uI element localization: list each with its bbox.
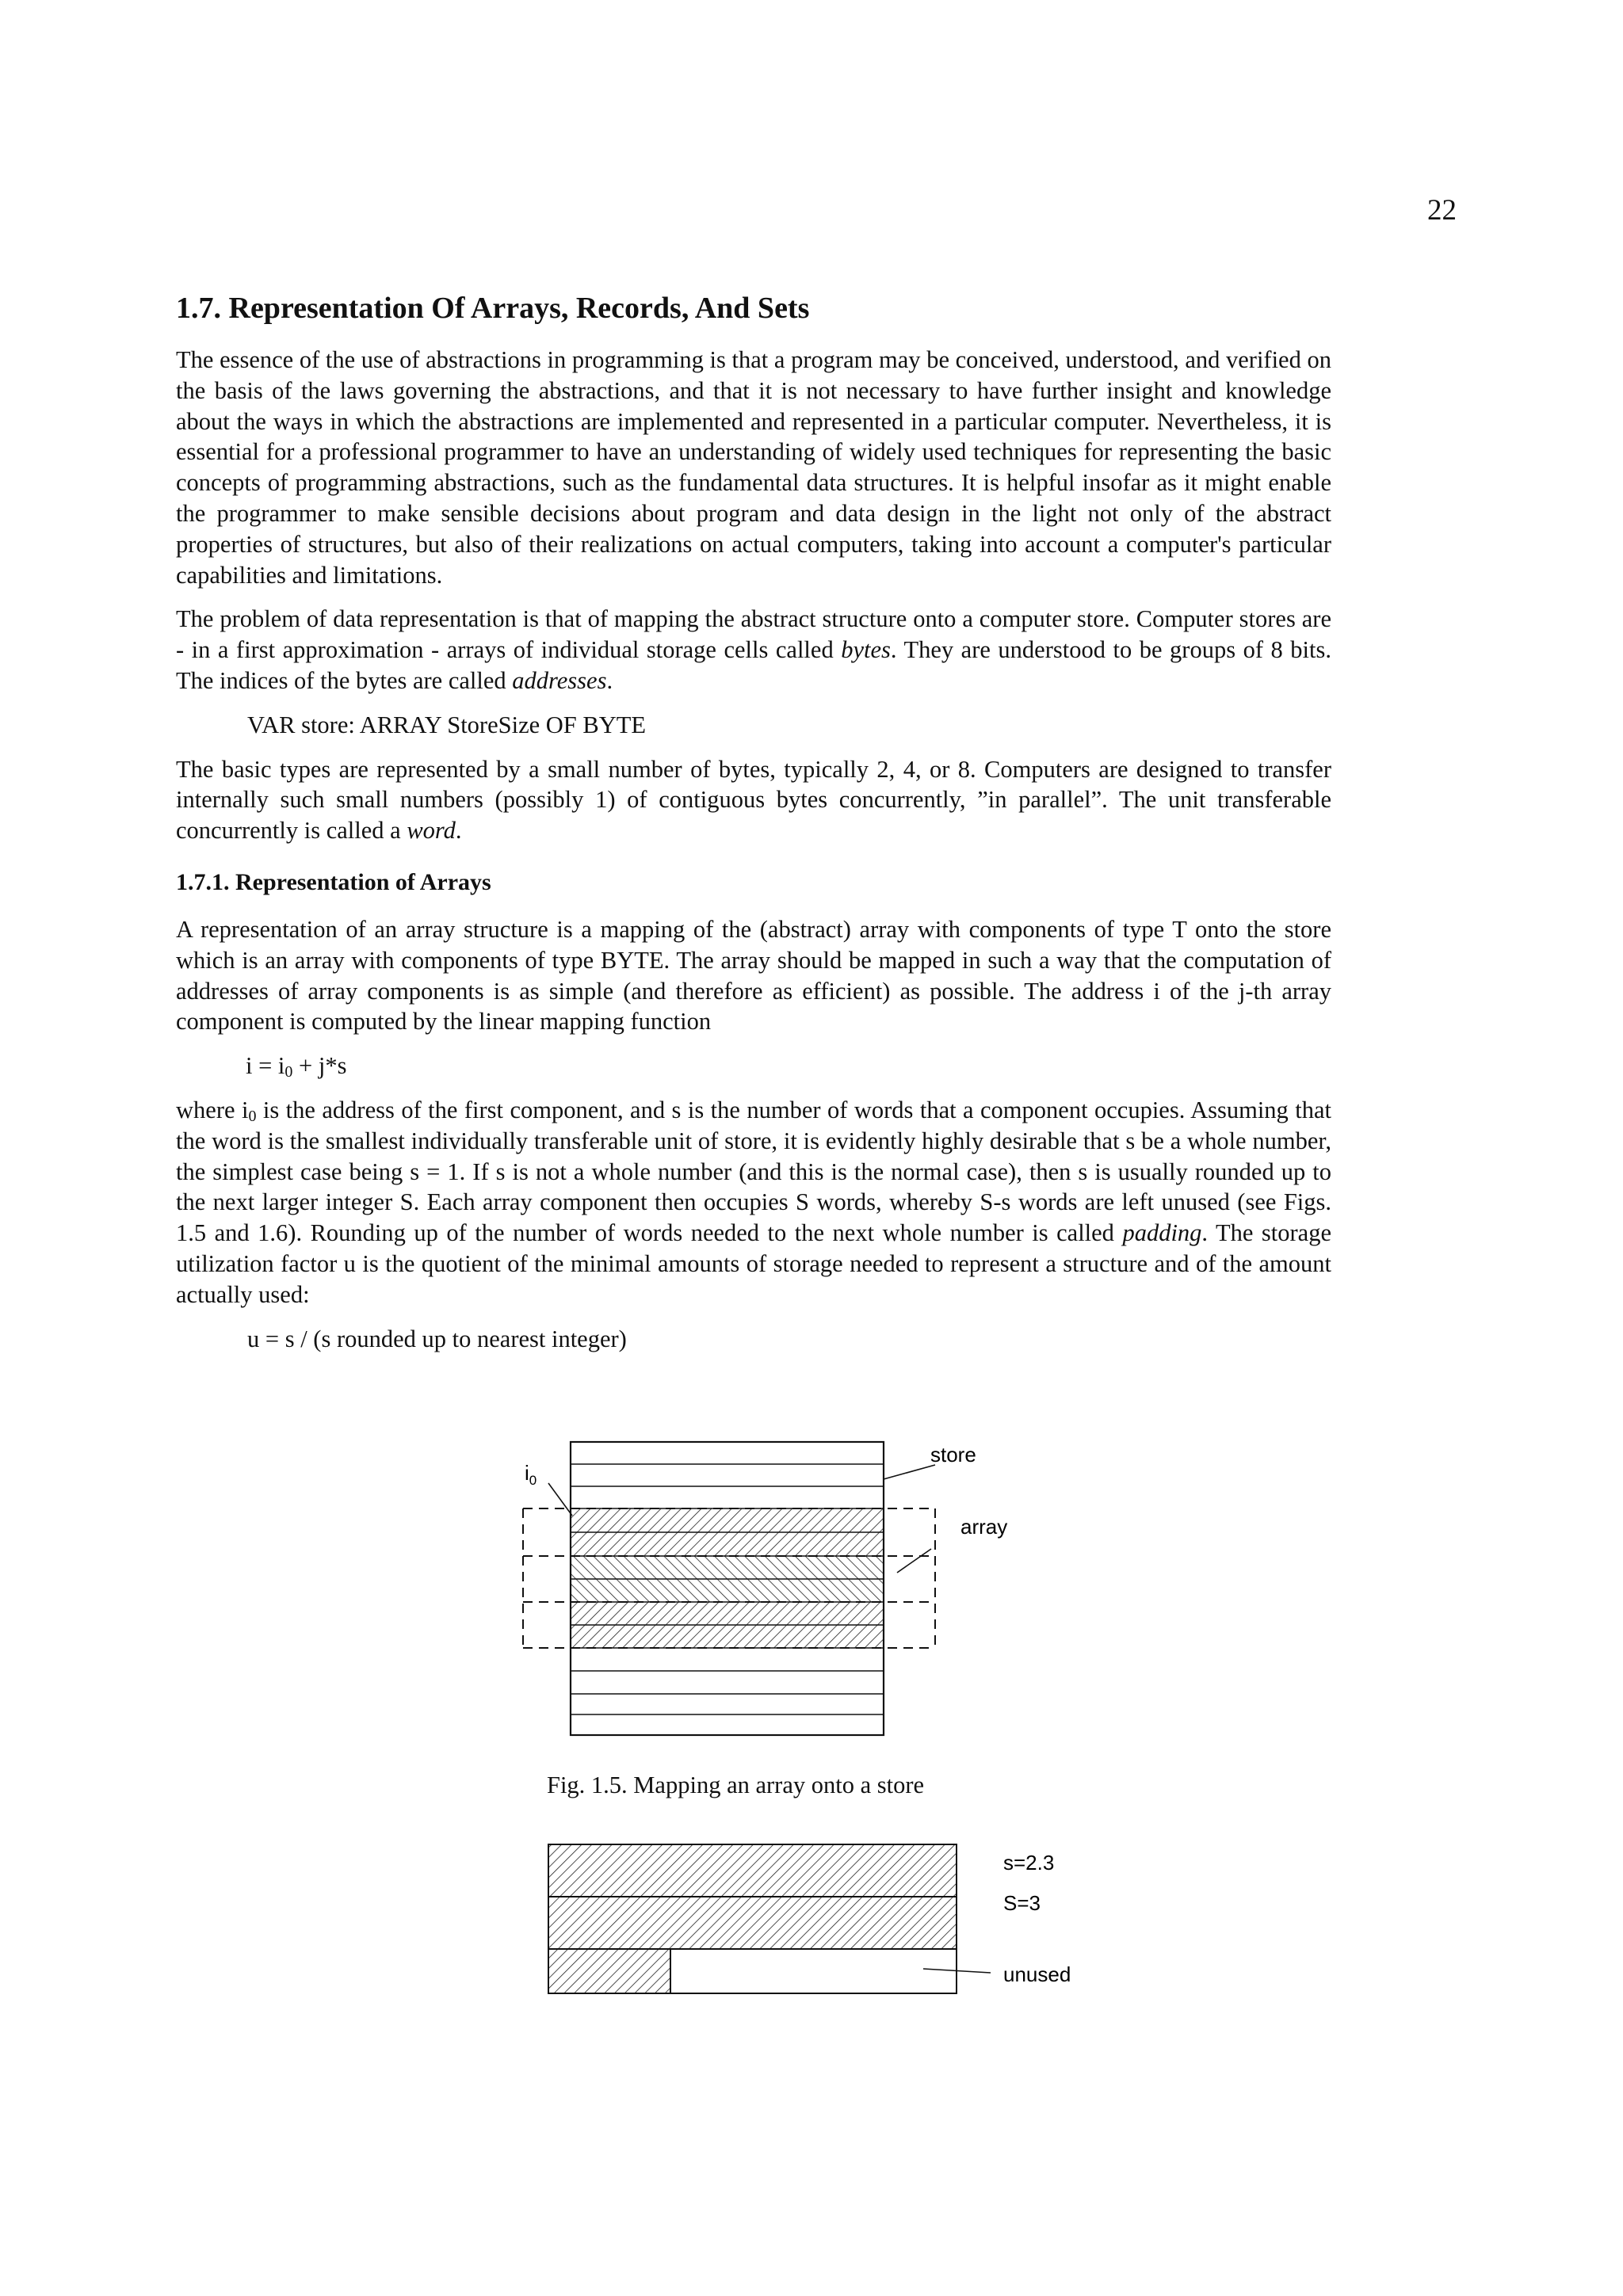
figure-padding — [539, 1836, 1109, 1995]
label-i0 — [525, 1461, 537, 1488]
term-bytes: bytes — [841, 636, 891, 664]
word-row-3-unused — [670, 1949, 957, 1993]
term-word: word — [407, 817, 456, 845]
text-run: The problem of data representation is that of mapping the abstract structure onto a computer store. Computer stores are - in a first approximation - arrays of individual storage cells called — [176, 605, 1331, 664]
term-addresses: addresses — [512, 666, 607, 694]
main-content — [176, 289, 1331, 1367]
store-leader-line — [884, 1465, 935, 1479]
address-formula — [246, 1051, 1331, 1081]
i0-leader-line — [548, 1483, 572, 1516]
word-row-2 — [548, 1897, 957, 1949]
subsection-heading: 1.7.1. Representation of Arrays — [176, 868, 491, 895]
subsection-paragraph-2 — [176, 1095, 1331, 1310]
text-run: i = i — [246, 1052, 285, 1080]
code-declaration: VAR store: ARRAY StoreSize OF BYTE — [247, 711, 647, 738]
figure-array-store-mapping — [507, 1430, 1062, 1747]
section-paragraph-2 — [176, 604, 1331, 696]
label-S-big: S=3 — [1003, 1891, 1041, 1915]
text-run: + j*s — [292, 1052, 347, 1080]
text-run: is the address of the first component, and s is the number of words that a component occupies. Assuming that the word is the smallest individually transferable unit of store, it is evidently highly desirable that s be a whole number, the simplest case being s = 1. If s is not a whole number (and this is the normal case), then s is usually rounded up to the next larger integer S. Each array component then occupies S words, whereby S-s words are left unused (see Figs. 1.5 and 1.6). Rounding up of the number of words needed to the next whole number is called — [176, 1096, 1331, 1247]
section-paragraph-1: The essence of the use of abstractions in programming is that a program may be conceived, understood, and verified on the basis of the laws governing the abstractions, and that it is not necessary to have further insight and knowledge about the ways in which the abstractions are implemented and represented in a particular computer. Nevertheless, it is essential for a professional programmer to have an understanding of widely used techniques for representing the basic concepts of programming abstractions, such as the fundamental data structures. It is helpful insofar as it might enable the programmer to make sensible decisions about program and data design in the light not only of the abstract properties of structures, but also of their realizations on actual computers, taking into account a computer's particular capabilities and limitations. — [176, 346, 1331, 589]
text-run: . — [606, 666, 613, 694]
label-i0-sub: 0 — [529, 1473, 537, 1488]
word-row-3-used — [548, 1949, 670, 1993]
figure-caption: Fig. 1.5. Mapping an array onto a store — [547, 1772, 925, 1798]
array-leader-line — [897, 1549, 931, 1573]
text-run: . They are understood to be groups of 8 bits. The indices of the bytes are called — [176, 636, 1331, 694]
subsection-paragraph-1: A representation of an array structure is a mapping of the (abstract) array with components of type T onto the store which is an array with components of type BYTE. The array should be mapped in such a way that the computation of addresses of array components is as simple (and therefore as efficient) as possible. The address i of the j-th array component is computed by the linear mapping function — [176, 915, 1331, 1035]
section-heading: 1.7. Representation Of Arrays, Records, And Sets — [176, 292, 810, 325]
label-i0-main: i — [525, 1461, 529, 1485]
subscript: 0 — [285, 1063, 293, 1081]
text-run: . — [455, 817, 462, 845]
text-run: where i — [176, 1096, 249, 1123]
text-run: The basic types are represented by a small number of bytes, typically 2, 4, or 8. Computers are designed to transfer internally such small numbers (possibly 1) of contiguous bytes concurrently, ”in parallel”. The unit transferable concurrently is called a — [176, 755, 1331, 845]
section-paragraph-3 — [176, 754, 1331, 846]
label-array: array — [960, 1515, 1008, 1539]
utilization-formula: u = s / (s rounded up to nearest integer) — [247, 1325, 627, 1352]
text-run: . The storage utilization factor u is the quotient of the minimal amounts of storage needed to represent a structure and of the amount actually used: — [176, 1219, 1331, 1308]
subscript: 0 — [248, 1107, 257, 1125]
label-store: store — [930, 1443, 976, 1466]
word-row-1 — [548, 1844, 957, 1897]
page-number: 22 — [1427, 194, 1457, 227]
label-unused: unused — [1003, 1962, 1071, 1986]
label-s-small: s=2.3 — [1003, 1851, 1055, 1875]
term-padding: padding — [1122, 1219, 1202, 1247]
